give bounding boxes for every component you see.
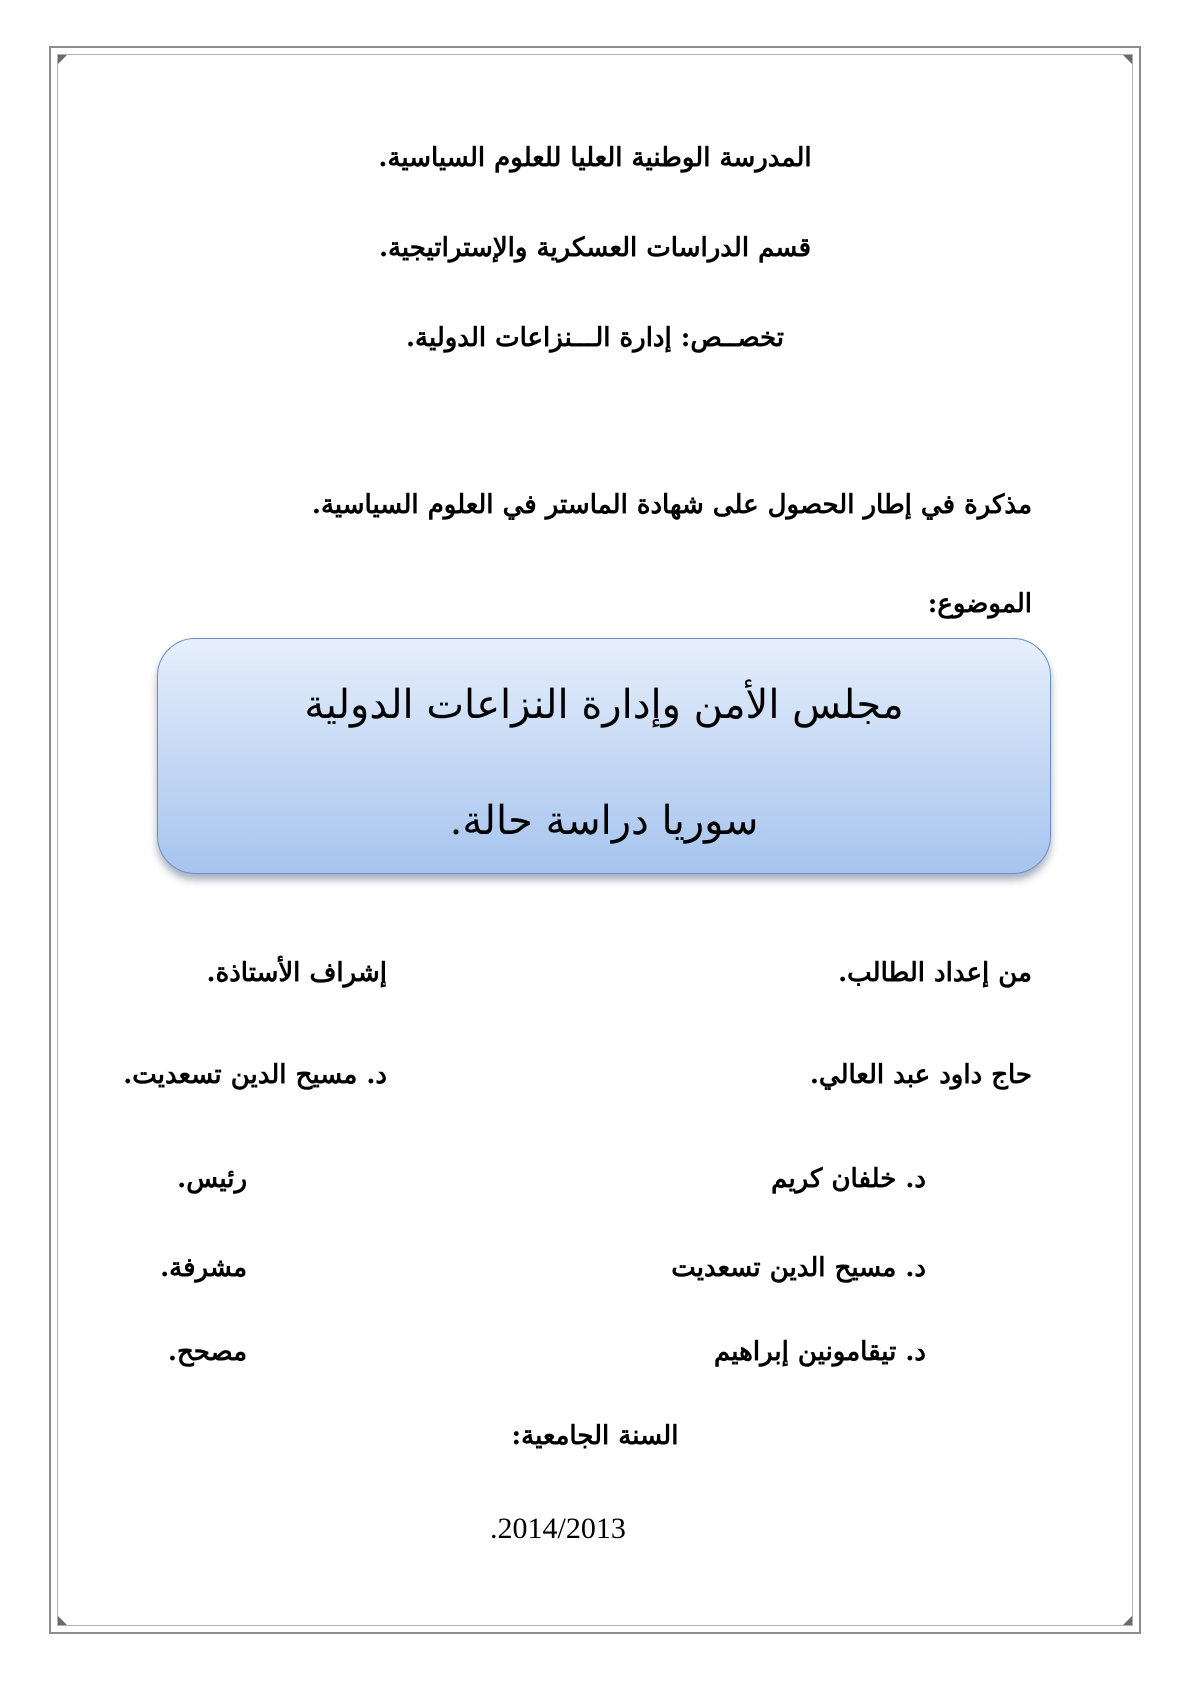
specialization: تخصــص: إدارة الـــنزاعات الدولية.	[405, 323, 785, 353]
committee-member-role: مشرفة.	[160, 1253, 247, 1283]
corner-ornament	[58, 1616, 67, 1625]
thesis-statement: مذكرة في إطار الحصول على شهادة الماستر في العلوم السياسية.	[311, 490, 1032, 520]
thesis-title-line-2: سوريا دراسة حالة.	[449, 798, 759, 844]
committee-member-name: د. مسيح الدين تسعديت	[671, 1253, 926, 1283]
thesis-title-line-1: مجلس الأمن وإدارة النزاعات الدولية	[304, 682, 904, 728]
supervisor-name: د. مسيح الدين تسعديت.	[123, 1060, 387, 1090]
department-name: قسم الدراسات العسكرية والإستراتيجية.	[378, 233, 812, 263]
committee-member-name: د. خلفان كريم	[771, 1164, 926, 1194]
committee-member-role: مصحح.	[167, 1337, 247, 1367]
academic-year: .2014/2013	[490, 1512, 626, 1545]
corner-ornament	[58, 55, 67, 64]
committee-member-name: د. تيقامونين إبراهيم	[713, 1337, 926, 1367]
subject-label: الموضوع:	[927, 589, 1032, 619]
supervision-label: إشراف الأستاذة.	[206, 958, 387, 988]
committee-member-role: رئيس.	[177, 1164, 247, 1194]
corner-ornament	[1123, 55, 1132, 64]
academic-year-label: السنة الجامعية:	[511, 1421, 679, 1451]
corner-ornament	[1123, 1616, 1132, 1625]
student-name: حاج داود عبد العالي.	[809, 1060, 1032, 1090]
title-box	[157, 638, 1051, 874]
school-name: المدرسة الوطنية العليا للعلوم السياسية.	[378, 143, 812, 173]
prepared-by-label: من إعداد الطالب.	[838, 958, 1032, 988]
